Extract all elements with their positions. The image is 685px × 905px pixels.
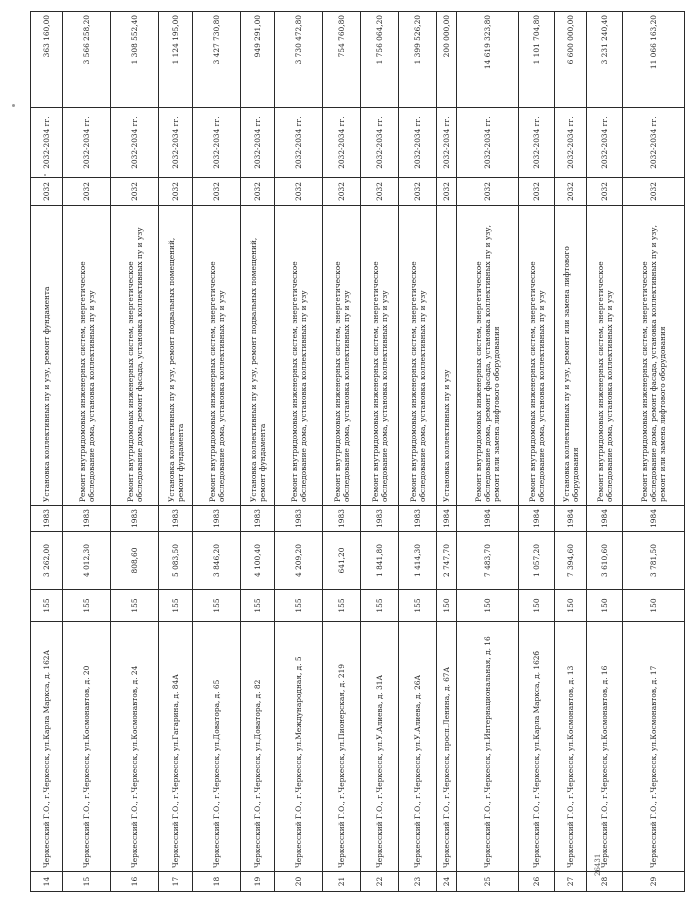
plan-year-cell: 2032 — [241, 178, 275, 206]
year-cell: 1984 — [555, 506, 587, 532]
sum-cell: 1 399 526,20 — [399, 12, 437, 108]
table-row — [275, 12, 323, 892]
plan-year-cell: 2032 — [555, 178, 587, 206]
year-cell: 1983 — [31, 506, 63, 532]
plan-year-cell: 2032 — [457, 178, 519, 206]
works-cell: Установка коллективных пу и узу, ремонт или замена лифтового оборудования — [555, 206, 587, 506]
area-cell: 641,20 — [323, 532, 361, 590]
plan-year-cell: 2032 — [159, 178, 193, 206]
year-cell: 1984 — [519, 506, 555, 532]
col-155-cell: 155 — [111, 590, 159, 622]
period-cell: 2032-2034 гг. — [241, 108, 275, 178]
works-cell: Ремонт внутридомовых инженерных систем, энергетическое обследование дома, ремонт фасада, установка коллективных пу и узу, ремонт или замена лифтового оборудования — [457, 206, 519, 506]
period-cell: 2032-2034 гг. — [111, 108, 159, 178]
col-155-cell: 155 — [399, 590, 437, 622]
year-cell: 1983 — [361, 506, 399, 532]
period-cell: 2032-2034 гг. — [323, 108, 361, 178]
period-cell: 2032-2034 гг. — [63, 108, 111, 178]
area-cell: 7 394,60 — [555, 532, 587, 590]
plan-year-cell: 2032 — [275, 178, 323, 206]
works-cell: Ремонт внутридомовых инженерных систем, энергетическое обследование дома, установка коллективных пу и узу — [587, 206, 623, 506]
works-cell: Ремонт внутридомовых инженерных систем, энергетическое обследование дома, установка коллективных пу и узу — [361, 206, 399, 506]
sum-cell: 1 124 195,00 — [159, 12, 193, 108]
sum-cell: 1 308 552,40 — [111, 12, 159, 108]
works-cell: Ремонт внутридомовых инженерных систем, энергетическое обследование дома, установка коллективных пу и узу — [193, 206, 241, 506]
period-cell: 2032-2034 гг. — [399, 108, 437, 178]
col-155-cell: 150 — [519, 590, 555, 622]
col-155-cell: 150 — [623, 590, 685, 622]
col-155-cell: 155 — [275, 590, 323, 622]
period-cell: 2032-2034 гг. — [587, 108, 623, 178]
table-row — [437, 12, 457, 892]
sum-cell: 3 427 730,80 — [193, 12, 241, 108]
address-cell: Черкесский Г.О., г.Черкесск, ул.Космонавтов, д. 17 — [623, 622, 685, 872]
sum-cell: 1 756 064,20 — [361, 12, 399, 108]
row-number: 19 — [241, 872, 275, 892]
row-number: 16 — [111, 872, 159, 892]
table-row — [63, 12, 111, 892]
period-cell: 2032-2034 гг. — [275, 108, 323, 178]
area-cell: 4 012,30 — [63, 532, 111, 590]
works-cell: Установка коллективных пу и узу, ремонт подвальных помещений, ремонт фундамента — [241, 206, 275, 506]
works-cell: Ремонт внутридомовых инженерных систем, энергетическое обследование дома, установка коллективных пу и узу — [63, 206, 111, 506]
col-155-cell: 155 — [323, 590, 361, 622]
works-cell: Установка коллективных пу и узу — [437, 206, 457, 506]
area-cell: 3 781,50 — [623, 532, 685, 590]
area-cell: 3 610,60 — [587, 532, 623, 590]
table-row — [193, 12, 241, 892]
address-cell: Черкесский Г.О., г.Черкесск, ул.Доватора, д. 65 — [193, 622, 241, 872]
row-number: 23 — [399, 872, 437, 892]
page-mark: 26431 — [594, 853, 602, 876]
year-cell: 1984 — [587, 506, 623, 532]
row-number: 24 — [437, 872, 457, 892]
period-cell: 2032-2034 гг. — [457, 108, 519, 178]
col-155-cell: 150 — [457, 590, 519, 622]
address-cell: Черкесский Г.О., г.Черкесск, ул.Космонавтов, д. 24 — [111, 622, 159, 872]
col-155-cell: 150 — [587, 590, 623, 622]
year-cell: 1983 — [241, 506, 275, 532]
col-155-cell: 155 — [159, 590, 193, 622]
address-cell: Черкесский Г.О., г.Черкесск, ул.У.Алиева, д. 26А — [399, 622, 437, 872]
row-number: 26 — [519, 872, 555, 892]
period-cell: 2032-2034 гг. — [519, 108, 555, 178]
table-row — [323, 12, 361, 892]
plan-year-cell: 2032 — [399, 178, 437, 206]
year-cell: 1983 — [275, 506, 323, 532]
table-row — [623, 12, 685, 892]
year-cell: 1983 — [193, 506, 241, 532]
sum-cell: 14 619 323,80 — [457, 12, 519, 108]
row-number: 27 — [555, 872, 587, 892]
row-number: 28 — [587, 872, 623, 892]
scan-speck — [44, 174, 46, 176]
scan-speck — [12, 104, 15, 107]
row-number: 21 — [323, 872, 361, 892]
table-row — [555, 12, 587, 892]
period-cell: 2032-2034 гг. — [555, 108, 587, 178]
works-cell: Ремонт внутридомовых инженерных систем, энергетическое обследование дома, установка коллективных пу и узу — [519, 206, 555, 506]
works-cell: Ремонт внутридомовых инженерных систем, энергетическое обследование дома, ремонт фасада, установка коллективных пу и узу, ремонт или замена лифтового оборудования — [623, 206, 685, 506]
works-cell: Ремонт внутридомовых инженерных систем, энергетическое обследование дома, ремонт фасада, установка коллективных пу и узу — [111, 206, 159, 506]
sum-cell: 949 291,00 — [241, 12, 275, 108]
address-cell: Черкесский Г.О., г.Черкесск, ул.У.Алиева, д. 31А — [361, 622, 399, 872]
table-row — [159, 12, 193, 892]
works-cell: Ремонт внутридомовых инженерных систем, энергетическое обследование дома, установка коллективных пу и узу — [323, 206, 361, 506]
address-cell: Черкесский Г.О., г.Черкесск, ул.Карла Маркса, д. 162б — [519, 622, 555, 872]
works-cell: Ремонт внутридомовых инженерных систем, энергетическое обследование дома, установка коллективных пу и узу — [399, 206, 437, 506]
period-cell: 2032-2034 гг. — [437, 108, 457, 178]
year-cell: 1983 — [159, 506, 193, 532]
row-number: 20 — [275, 872, 323, 892]
plan-year-cell: 2032 — [111, 178, 159, 206]
table-row — [361, 12, 399, 892]
plan-year-cell: 2032 — [587, 178, 623, 206]
year-cell: 1984 — [623, 506, 685, 532]
address-cell: Черкесский Г.О., г.Черкесск, ул.Карла Маркса, д. 162А — [31, 622, 63, 872]
area-cell: 5 083,50 — [159, 532, 193, 590]
period-cell: 2032-2034 гг. — [623, 108, 685, 178]
rotated-table-wrapper — [30, 12, 667, 892]
row-number: 17 — [159, 872, 193, 892]
year-cell: 1983 — [323, 506, 361, 532]
plan-year-cell: 2032 — [519, 178, 555, 206]
period-cell: 2032-2034 гг. — [159, 108, 193, 178]
address-cell: Черкесский Г.О., г.Черкесск, ул.Интернациональная, д. 16 — [457, 622, 519, 872]
row-number: 22 — [361, 872, 399, 892]
col-155-cell: 155 — [31, 590, 63, 622]
area-cell: 4 209,20 — [275, 532, 323, 590]
col-155-cell: 155 — [63, 590, 111, 622]
sum-cell: 1 101 704,80 — [519, 12, 555, 108]
housing-repair-table — [30, 11, 685, 892]
table-row — [31, 12, 63, 892]
address-cell: Черкесский Г.О., г.Черкесск, ул.Космонавтов, д. 20 — [63, 622, 111, 872]
period-cell: 2032-2034 гг. — [193, 108, 241, 178]
row-number: 14 — [31, 872, 63, 892]
year-cell: 1984 — [457, 506, 519, 532]
area-cell: 4 100,40 — [241, 532, 275, 590]
row-number: 25 — [457, 872, 519, 892]
col-155-cell: 155 — [241, 590, 275, 622]
area-cell: 1 841,80 — [361, 532, 399, 590]
area-cell: 7 483,70 — [457, 532, 519, 590]
plan-year-cell: 2032 — [623, 178, 685, 206]
year-cell: 1983 — [63, 506, 111, 532]
address-cell: Черкесский Г.О., г.Черкесск, ул.Гагарина, д. 84А — [159, 622, 193, 872]
plan-year-cell: 2032 — [63, 178, 111, 206]
plan-year-cell: 2032 — [437, 178, 457, 206]
sum-cell: 3 566 258,20 — [63, 12, 111, 108]
col-155-cell: 155 — [193, 590, 241, 622]
year-cell: 1983 — [399, 506, 437, 532]
year-cell: 1984 — [437, 506, 457, 532]
period-cell: 2032-2034 гг. — [361, 108, 399, 178]
address-cell: Черкесский Г.О., г.Черкесск, ул.Пионерская, д. 219 — [323, 622, 361, 872]
row-number: 29 — [623, 872, 685, 892]
sum-cell: 6 600 000,00 — [555, 12, 587, 108]
works-cell: Установка коллективных пу и узу, ремонт фундамента — [31, 206, 63, 506]
sum-cell: 363 160,00 — [31, 12, 63, 108]
col-155-cell: 155 — [361, 590, 399, 622]
works-cell: Установка коллективных пу и узу, ремонт подвальных помещений, ремонт фундамента — [159, 206, 193, 506]
row-number: 15 — [63, 872, 111, 892]
plan-year-cell: 2032 — [361, 178, 399, 206]
address-cell: Черкесский Г.О., г.Черкесск, просп.Ленина, д. 67А — [437, 622, 457, 872]
area-cell: 2 747,70 — [437, 532, 457, 590]
table-row — [587, 12, 623, 892]
table-row — [399, 12, 437, 892]
period-cell: 2032-2034 гг. — [31, 108, 63, 178]
address-cell: Черкесский Г.О., г.Черкесск, ул.Доватора, д. 82 — [241, 622, 275, 872]
plan-year-cell: 2032 — [323, 178, 361, 206]
area-cell: 3 846,20 — [193, 532, 241, 590]
col-155-cell: 150 — [555, 590, 587, 622]
area-cell: 1 057,20 — [519, 532, 555, 590]
area-cell: 3 262,00 — [31, 532, 63, 590]
sum-cell: 11 066 163,20 — [623, 12, 685, 108]
table-row — [457, 12, 519, 892]
table-row — [519, 12, 555, 892]
sum-cell: 200 000,00 — [437, 12, 457, 108]
address-cell: Черкесский Г.О., г.Черкесск, ул.Космонавтов, д. 16 — [587, 622, 623, 872]
row-number: 18 — [193, 872, 241, 892]
sum-cell: 3 730 472,80 — [275, 12, 323, 108]
plan-year-cell: 2032 — [31, 178, 63, 206]
area-cell: 1 414,30 — [399, 532, 437, 590]
plan-year-cell: 2032 — [193, 178, 241, 206]
table-row — [111, 12, 159, 892]
sum-cell: 754 760,80 — [323, 12, 361, 108]
year-cell: 1983 — [111, 506, 159, 532]
table-body — [31, 12, 685, 892]
address-cell: Черкесский Г.О., г.Черкесск, ул.Международная, д. 5 — [275, 622, 323, 872]
col-155-cell: 150 — [437, 590, 457, 622]
area-cell: 808,60 — [111, 532, 159, 590]
sum-cell: 3 231 240,40 — [587, 12, 623, 108]
works-cell: Ремонт внутридомовых инженерных систем, энергетическое обследование дома, установка коллективных пу и узу — [275, 206, 323, 506]
table-row — [241, 12, 275, 892]
address-cell: Черкесский Г.О., г.Черкесск, ул.Космонавтов, д. 13 — [555, 622, 587, 872]
